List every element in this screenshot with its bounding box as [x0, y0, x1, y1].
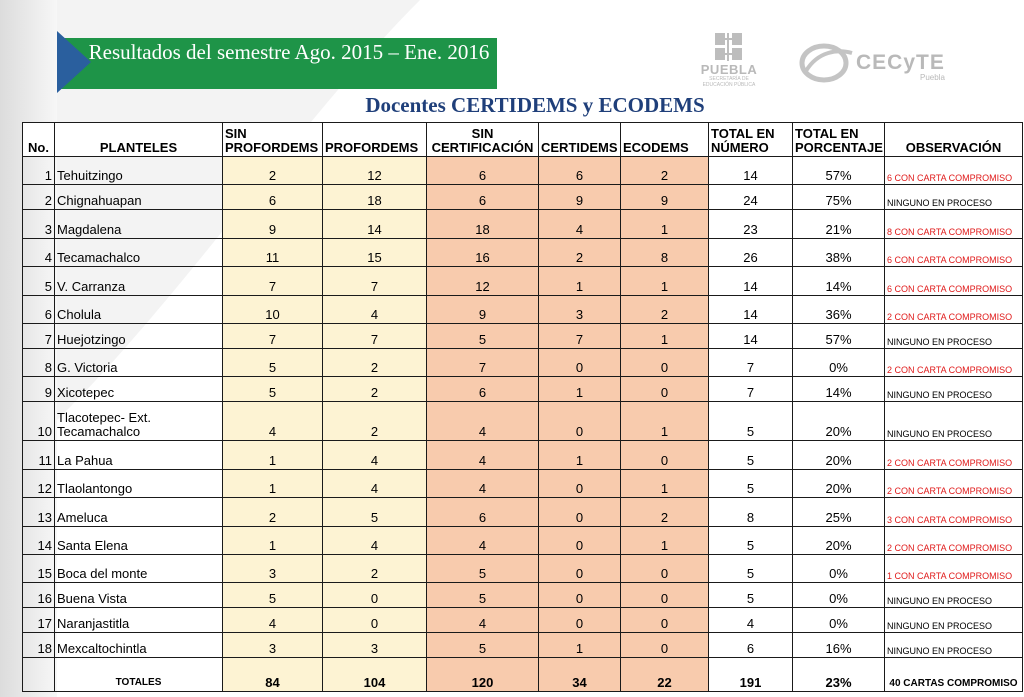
- row-sin-profordems: 11: [223, 238, 323, 266]
- row-total-porcentaje: 36%: [793, 295, 885, 323]
- row-certidems: 0: [539, 554, 621, 582]
- row-certidems: 9: [539, 185, 621, 210]
- row-total-numero: 8: [709, 498, 793, 526]
- row-no: 3: [23, 210, 55, 238]
- row-certidems: 0: [539, 583, 621, 608]
- row-total-numero: 5: [709, 526, 793, 554]
- row-sin-profordems: 2: [223, 498, 323, 526]
- row-no: 10: [23, 402, 55, 441]
- row-no: 8: [23, 348, 55, 376]
- row-total-porcentaje: 57%: [793, 323, 885, 348]
- row-ecodems: 2: [621, 295, 709, 323]
- row-ecodems: 8: [621, 238, 709, 266]
- puebla-logo: [693, 31, 765, 93]
- totals-total-porcentaje: 23%: [793, 658, 885, 692]
- row-plantel: Chignahuapan: [55, 185, 223, 210]
- row-certidems: 0: [539, 469, 621, 497]
- col-header-observacion: OBSERVACIÓN: [885, 123, 1023, 157]
- table-row: [23, 323, 1023, 348]
- row-plantel: Huejotzingo: [55, 323, 223, 348]
- row-sin-profordems: 3: [223, 554, 323, 582]
- table-row: [23, 377, 1023, 402]
- row-sin-certificacion: 12: [427, 267, 539, 295]
- row-total-porcentaje: 0%: [793, 583, 885, 608]
- totals-certidems: 34: [539, 658, 621, 692]
- row-no: 4: [23, 238, 55, 266]
- row-sin-profordems: 4: [223, 608, 323, 633]
- row-profordems: 3: [323, 633, 427, 658]
- row-ecodems: 0: [621, 583, 709, 608]
- row-profordems: 7: [323, 267, 427, 295]
- row-total-porcentaje: 14%: [793, 267, 885, 295]
- cecyte-logo-word: CECyTE: [856, 51, 945, 74]
- row-ecodems: 2: [621, 498, 709, 526]
- row-total-porcentaje: 20%: [793, 402, 885, 441]
- cecyte-globe-icon: [798, 41, 854, 85]
- row-total-porcentaje: 0%: [793, 608, 885, 633]
- row-sin-profordems: 4: [223, 402, 323, 441]
- col-header-planteles: PLANTELES: [55, 123, 223, 157]
- row-total-porcentaje: 20%: [793, 526, 885, 554]
- row-plantel: Buena Vista: [55, 583, 223, 608]
- row-ecodems: 0: [621, 377, 709, 402]
- row-ecodems: 0: [621, 554, 709, 582]
- row-no: 13: [23, 498, 55, 526]
- row-no: 9: [23, 377, 55, 402]
- row-sin-profordems: 7: [223, 267, 323, 295]
- row-profordems: 12: [323, 157, 427, 185]
- row-total-numero: 14: [709, 157, 793, 185]
- row-certidems: 1: [539, 441, 621, 469]
- row-sin-profordems: 1: [223, 469, 323, 497]
- row-plantel: Tecamachalco: [55, 238, 223, 266]
- row-sin-certificacion: 4: [427, 526, 539, 554]
- row-profordems: 4: [323, 469, 427, 497]
- cecyte-logo-sub: Puebla: [920, 73, 945, 82]
- col-header-sin-profordems: SIN PROFORDEMS: [223, 123, 323, 157]
- row-no: 2: [23, 185, 55, 210]
- row-ecodems: 1: [621, 526, 709, 554]
- row-ecodems: 1: [621, 323, 709, 348]
- row-certidems: 0: [539, 402, 621, 441]
- row-plantel: Tlacotepec- Ext. Tecamachalco: [55, 402, 223, 441]
- row-no: 15: [23, 554, 55, 582]
- row-plantel: Boca del monte: [55, 554, 223, 582]
- row-profordems: 0: [323, 583, 427, 608]
- row-profordems: 18: [323, 185, 427, 210]
- row-total-porcentaje: 20%: [793, 469, 885, 497]
- row-total-numero: 5: [709, 583, 793, 608]
- col-header-ecodems: ECODEMS: [621, 123, 709, 157]
- table-row: [23, 185, 1023, 210]
- row-profordems: 2: [323, 377, 427, 402]
- totals-row: [23, 658, 1023, 692]
- row-total-numero: 6: [709, 633, 793, 658]
- row-total-porcentaje: 14%: [793, 377, 885, 402]
- row-total-porcentaje: 75%: [793, 185, 885, 210]
- row-plantel: La Pahua: [55, 441, 223, 469]
- row-total-numero: 14: [709, 323, 793, 348]
- row-certidems: 1: [539, 633, 621, 658]
- row-sin-profordems: 1: [223, 441, 323, 469]
- col-header-no: No.: [23, 123, 55, 157]
- row-plantel: Mexcaltochintla: [55, 633, 223, 658]
- row-ecodems: 0: [621, 441, 709, 469]
- row-profordems: 4: [323, 441, 427, 469]
- row-observacion: NINGUNO EN PROCESO: [885, 377, 1023, 402]
- row-sin-profordems: 9: [223, 210, 323, 238]
- row-observacion: 2 CON CARTA COMPROMISO: [885, 295, 1023, 323]
- row-sin-certificacion: 7: [427, 348, 539, 376]
- row-observacion: 8 CON CARTA COMPROMISO: [885, 210, 1023, 238]
- table-row: [23, 238, 1023, 266]
- row-sin-certificacion: 4: [427, 608, 539, 633]
- row-no: 11: [23, 441, 55, 469]
- row-plantel: Tlaolantongo: [55, 469, 223, 497]
- row-certidems: 6: [539, 157, 621, 185]
- totals-sin-certificacion: 120: [427, 658, 539, 692]
- row-total-numero: 14: [709, 267, 793, 295]
- row-profordems: 15: [323, 238, 427, 266]
- row-total-porcentaje: 38%: [793, 238, 885, 266]
- row-profordems: 4: [323, 526, 427, 554]
- row-profordems: 4: [323, 295, 427, 323]
- row-sin-certificacion: 5: [427, 633, 539, 658]
- row-certidems: 0: [539, 348, 621, 376]
- table-row: [23, 633, 1023, 658]
- results-table: [22, 122, 1023, 692]
- row-profordems: 2: [323, 348, 427, 376]
- table-subtitle: Docentes CERTIDEMS y ECODEMS: [365, 93, 705, 117]
- row-sin-profordems: 1: [223, 526, 323, 554]
- row-total-porcentaje: 0%: [793, 554, 885, 582]
- row-plantel: Santa Elena: [55, 526, 223, 554]
- row-sin-profordems: 5: [223, 583, 323, 608]
- row-observacion: 2 CON CARTA COMPROMISO: [885, 526, 1023, 554]
- row-observacion: NINGUNO EN PROCESO: [885, 402, 1023, 441]
- table-row: [23, 608, 1023, 633]
- row-sin-certificacion: 6: [427, 157, 539, 185]
- row-total-porcentaje: 16%: [793, 633, 885, 658]
- row-profordems: 2: [323, 402, 427, 441]
- row-plantel: Magdalena: [55, 210, 223, 238]
- table-row: [23, 583, 1023, 608]
- col-header-profordems: PROFORDEMS: [323, 123, 427, 157]
- row-profordems: 5: [323, 498, 427, 526]
- row-no: 6: [23, 295, 55, 323]
- row-ecodems: 1: [621, 402, 709, 441]
- totals-label: TOTALES: [55, 658, 223, 692]
- row-sin-profordems: 7: [223, 323, 323, 348]
- row-observacion: 2 CON CARTA COMPROMISO: [885, 441, 1023, 469]
- totals-no-cell: [23, 658, 55, 692]
- row-profordems: 7: [323, 323, 427, 348]
- row-sin-certificacion: 5: [427, 323, 539, 348]
- row-total-numero: 14: [709, 295, 793, 323]
- row-total-porcentaje: 21%: [793, 210, 885, 238]
- row-no: 1: [23, 157, 55, 185]
- col-header-total-numero: TOTAL EN NÚMERO: [709, 123, 793, 157]
- row-total-numero: 23: [709, 210, 793, 238]
- row-ecodems: 1: [621, 469, 709, 497]
- row-ecodems: 9: [621, 185, 709, 210]
- row-sin-certificacion: 5: [427, 583, 539, 608]
- row-sin-certificacion: 6: [427, 498, 539, 526]
- row-total-numero: 7: [709, 377, 793, 402]
- row-total-porcentaje: 25%: [793, 498, 885, 526]
- puebla-emblem-icon: [712, 31, 746, 63]
- totals-profordems: 104: [323, 658, 427, 692]
- row-certidems: 1: [539, 377, 621, 402]
- row-certidems: 2: [539, 238, 621, 266]
- row-ecodems: 1: [621, 267, 709, 295]
- row-plantel: Cholula: [55, 295, 223, 323]
- row-profordems: 2: [323, 554, 427, 582]
- row-plantel: Naranjastitla: [55, 608, 223, 633]
- row-observacion: 2 CON CARTA COMPROMISO: [885, 469, 1023, 497]
- row-sin-profordems: 6: [223, 185, 323, 210]
- col-header-certidems: CERTIDEMS: [539, 123, 621, 157]
- row-observacion: 2 CON CARTA COMPROMISO: [885, 348, 1023, 376]
- row-certidems: 0: [539, 526, 621, 554]
- col-header-total-porcentaje: TOTAL EN PORCENTAJE: [793, 123, 885, 157]
- row-sin-certificacion: 6: [427, 185, 539, 210]
- row-total-numero: 5: [709, 469, 793, 497]
- totals-ecodems: 22: [621, 658, 709, 692]
- table-row: [23, 469, 1023, 497]
- totals-observacion: 40 CARTAS COMPROMISO: [885, 658, 1023, 692]
- puebla-logo-line1: SECRETARÍA DE: [709, 76, 749, 82]
- row-total-porcentaje: 57%: [793, 157, 885, 185]
- table-row: [23, 295, 1023, 323]
- row-plantel: Ameluca: [55, 498, 223, 526]
- row-profordems: 0: [323, 608, 427, 633]
- row-observacion: 3 CON CARTA COMPROMISO: [885, 498, 1023, 526]
- table-row: [23, 157, 1023, 185]
- row-observacion: 6 CON CARTA COMPROMISO: [885, 157, 1023, 185]
- row-observacion: 1 CON CARTA COMPROMISO: [885, 554, 1023, 582]
- row-certidems: 4: [539, 210, 621, 238]
- row-plantel: G. Victoria: [55, 348, 223, 376]
- row-no: 17: [23, 608, 55, 633]
- row-sin-certificacion: 6: [427, 377, 539, 402]
- row-certidems: 0: [539, 608, 621, 633]
- row-sin-profordems: 5: [223, 377, 323, 402]
- puebla-logo-word: PUEBLA: [700, 62, 758, 77]
- row-total-numero: 5: [709, 441, 793, 469]
- row-observacion: 6 CON CARTA COMPROMISO: [885, 238, 1023, 266]
- row-no: 7: [23, 323, 55, 348]
- row-sin-profordems: 5: [223, 348, 323, 376]
- table-row: [23, 526, 1023, 554]
- row-sin-profordems: 3: [223, 633, 323, 658]
- row-sin-profordems: 10: [223, 295, 323, 323]
- row-sin-certificacion: 4: [427, 402, 539, 441]
- row-ecodems: 1: [621, 210, 709, 238]
- row-total-porcentaje: 0%: [793, 348, 885, 376]
- row-observacion: NINGUNO EN PROCESO: [885, 633, 1023, 658]
- row-sin-certificacion: 9: [427, 295, 539, 323]
- row-sin-profordems: 2: [223, 157, 323, 185]
- table-row: [23, 441, 1023, 469]
- row-observacion: NINGUNO EN PROCESO: [885, 185, 1023, 210]
- row-sin-certificacion: 5: [427, 554, 539, 582]
- table-row: [23, 402, 1023, 441]
- row-plantel: V. Carranza: [55, 267, 223, 295]
- cecyte-logo: [798, 41, 958, 85]
- row-total-numero: 7: [709, 348, 793, 376]
- totals-total-numero: 191: [709, 658, 793, 692]
- table-row: [23, 348, 1023, 376]
- row-certidems: 7: [539, 323, 621, 348]
- row-observacion: NINGUNO EN PROCESO: [885, 583, 1023, 608]
- table-header-row: [23, 123, 1023, 157]
- row-profordems: 14: [323, 210, 427, 238]
- row-total-numero: 24: [709, 185, 793, 210]
- row-total-numero: 5: [709, 554, 793, 582]
- row-sin-certificacion: 4: [427, 441, 539, 469]
- row-observacion: 6 CON CARTA COMPROMISO: [885, 267, 1023, 295]
- row-certidems: 1: [539, 267, 621, 295]
- row-total-numero: 4: [709, 608, 793, 633]
- row-no: 18: [23, 633, 55, 658]
- row-ecodems: 2: [621, 157, 709, 185]
- table-row: [23, 498, 1023, 526]
- row-sin-certificacion: 16: [427, 238, 539, 266]
- row-total-numero: 5: [709, 402, 793, 441]
- row-observacion: NINGUNO EN PROCESO: [885, 323, 1023, 348]
- row-total-numero: 26: [709, 238, 793, 266]
- table-row: [23, 554, 1023, 582]
- row-no: 5: [23, 267, 55, 295]
- totals-sin-profordems: 84: [223, 658, 323, 692]
- table-row: [23, 267, 1023, 295]
- row-ecodems: 0: [621, 633, 709, 658]
- row-ecodems: 0: [621, 348, 709, 376]
- row-no: 16: [23, 583, 55, 608]
- row-no: 12: [23, 469, 55, 497]
- row-sin-certificacion: 18: [427, 210, 539, 238]
- row-plantel: Xicotepec: [55, 377, 223, 402]
- row-certidems: 0: [539, 498, 621, 526]
- row-sin-certificacion: 4: [427, 469, 539, 497]
- row-plantel: Tehuitzingo: [55, 157, 223, 185]
- row-total-porcentaje: 20%: [793, 441, 885, 469]
- page-title: Resultados del semestre Ago. 2015 – Ene. 2016: [88, 40, 490, 64]
- table-row: [23, 210, 1023, 238]
- row-ecodems: 0: [621, 608, 709, 633]
- puebla-logo-line2: EDUCACIÓN PÚBLICA: [702, 82, 756, 88]
- row-certidems: 3: [539, 295, 621, 323]
- row-no: 14: [23, 526, 55, 554]
- col-header-sin-certificacion: SIN CERTIFICACIÓN: [427, 123, 539, 157]
- row-observacion: NINGUNO EN PROCESO: [885, 608, 1023, 633]
